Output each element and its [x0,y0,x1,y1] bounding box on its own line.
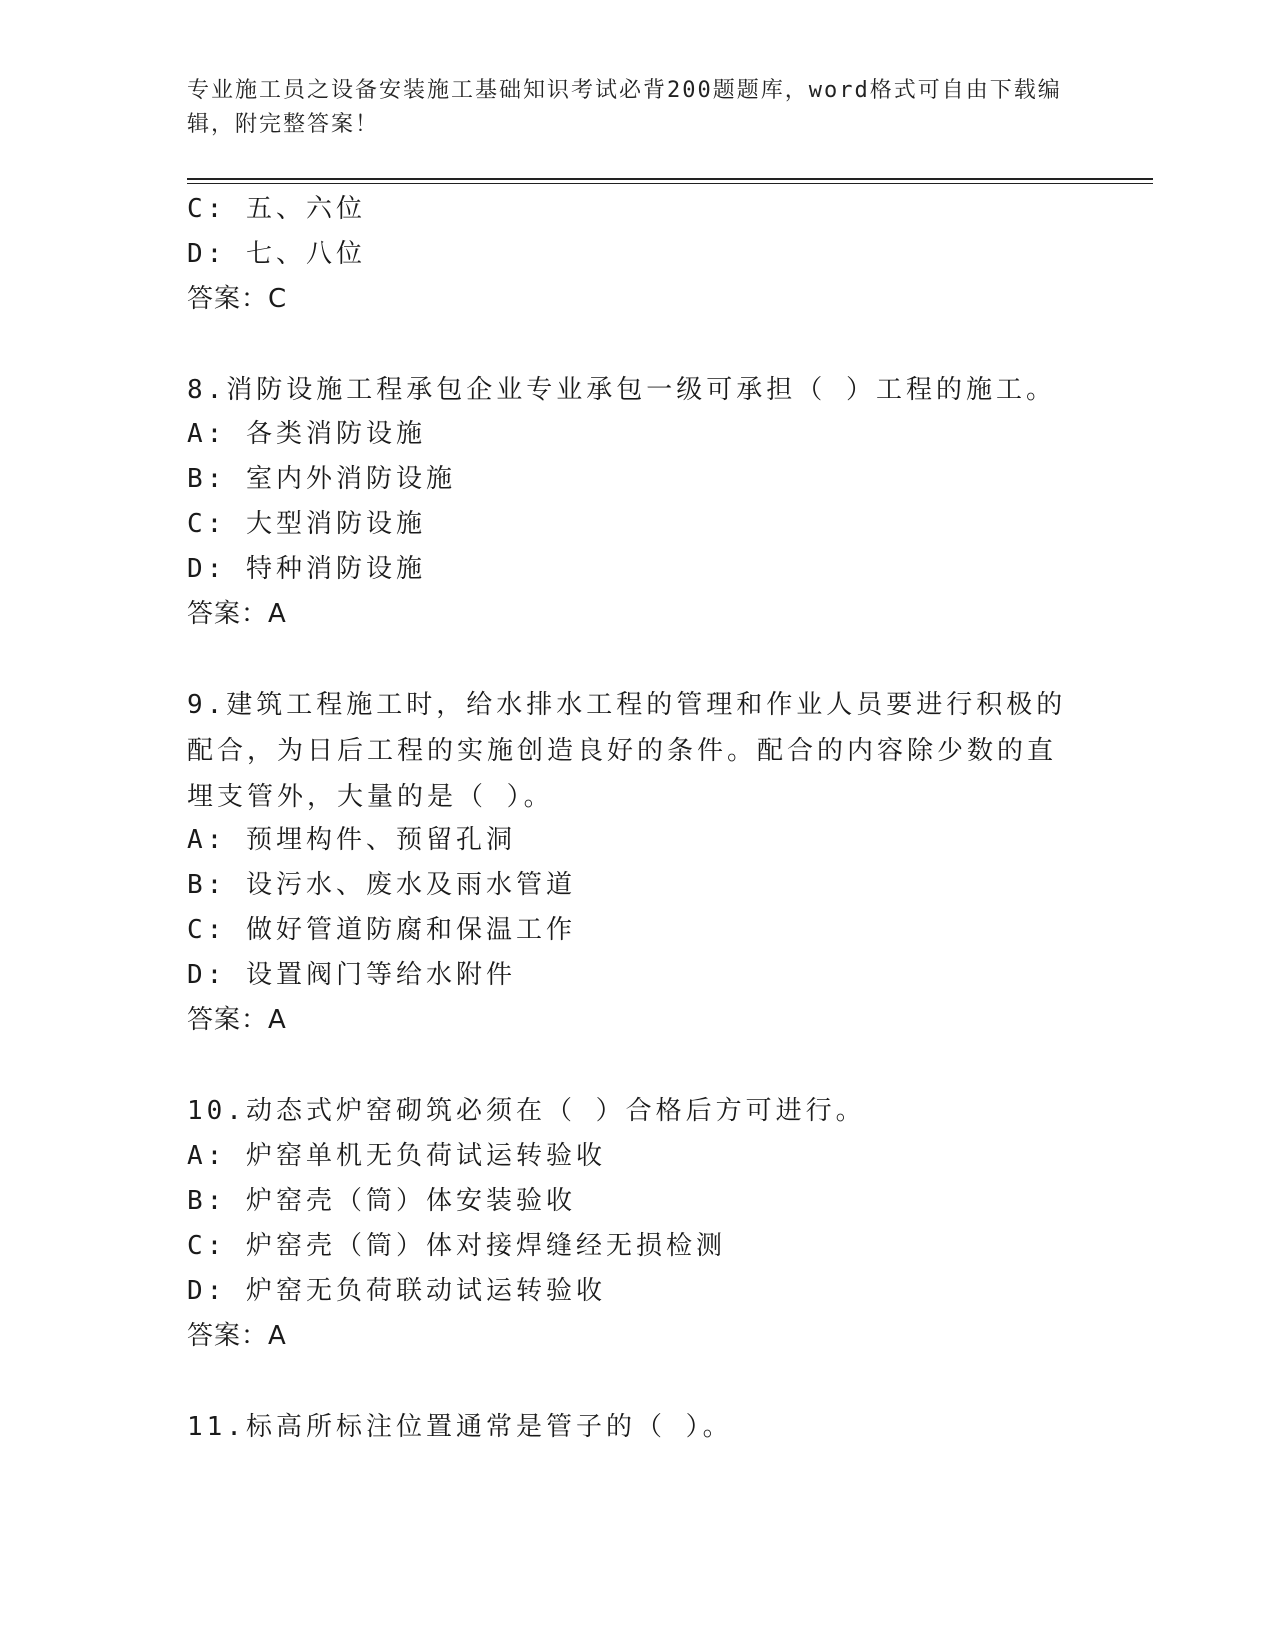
header-divider-thick [187,178,1153,180]
option-c: C: 大型消防设施 [187,509,426,539]
option-a: A: 炉窑单机无负荷试运转验收 [187,1141,606,1171]
option-b: B: 炉窑壳（筒）体安装验收 [187,1186,576,1216]
option-c: C: 做好管道防腐和保温工作 [187,915,576,945]
document-header: 专业施工员之设备安装施工基础知识考试必背200题题库，word格式可自由下载编辑，附完整答案！ [187,78,1062,137]
option-b: B: 室内外消防设施 [187,464,456,494]
question-stem: 11.标高所标注位置通常是管子的（ ）。 [187,1412,733,1442]
option-a: A: 预埋构件、预留孔洞 [187,825,516,855]
question-stem: 9.建筑工程施工时，给水排水工程的管理和作业人员要进行积极的配合，为日后工程的实施创造良好的条件。配合的内容除少数的直埋支管外，大量的是（ ）。 [187,690,1067,812]
question-stem: 10.动态式炉窑砌筑必须在（ ）合格后方可进行。 [187,1096,866,1126]
answer-line: 答案：A [187,1321,287,1351]
answer-line: 答案：A [187,599,287,629]
option-d: D: 七、八位 [187,239,366,269]
option-c: C: 炉窑壳（筒）体对接焊缝经无损检测 [187,1231,726,1261]
option-a: A: 各类消防设施 [187,419,426,449]
option-c: C: 五、六位 [187,194,366,224]
option-d: D: 设置阀门等给水附件 [187,960,516,990]
option-d: D: 炉窑无负荷联动试运转验收 [187,1276,606,1306]
answer-line: 答案：A [187,1005,287,1035]
question-stem: 8.消防设施工程承包企业专业承包一级可承担（ ）工程的施工。 [187,375,1056,405]
answer-line: 答案：C [187,284,288,314]
option-b: B: 设污水、废水及雨水管道 [187,870,576,900]
header-divider-thin [187,183,1153,184]
option-d: D: 特种消防设施 [187,554,426,584]
